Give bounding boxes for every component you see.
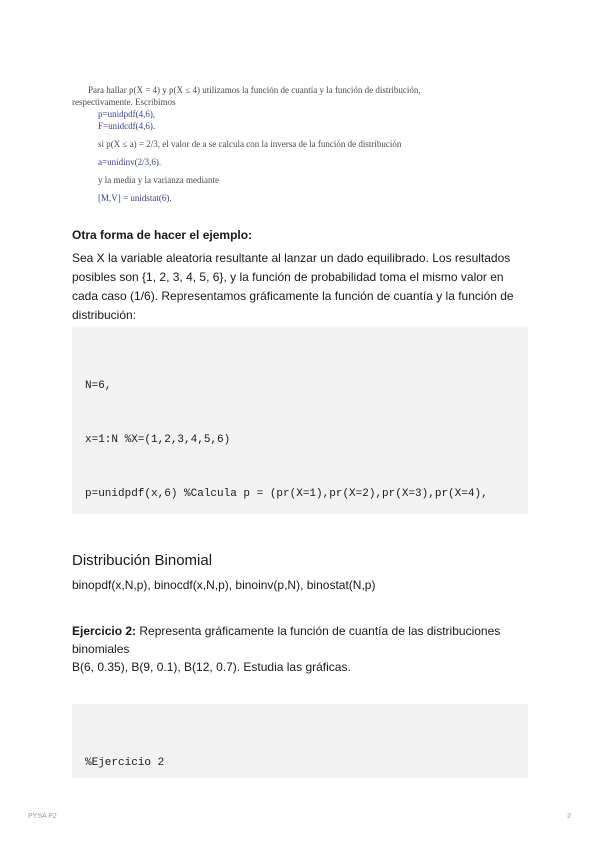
exercise-text: Representa gráficamente la función de cuantía de las distribuciones binomiales	[72, 624, 501, 656]
code-block-2	[72, 704, 528, 778]
binomial-functions: binopdf(x,N,p), binocdf(x,N,p), binoinv(p,N), binostat(N,p)	[72, 578, 376, 592]
exercise-text-line2: B(6, 0.35), B(9, 0.1), B(12, 0.7). Estudia las gráficas.	[72, 660, 351, 674]
scan-line: y la media y la varianza mediante	[98, 175, 219, 185]
scanned-excerpt	[72, 84, 502, 204]
scan-line: respectivamente. Escribimos	[72, 97, 176, 107]
code-line: N=6,	[85, 380, 112, 392]
code-block-1	[72, 327, 528, 514]
footer-label: PYSA P2	[28, 813, 57, 820]
scan-code: F=unidcdf(4,6).	[98, 121, 156, 131]
section-heading-example: Otra forma de hacer el ejemplo:	[72, 228, 253, 242]
scan-code: [M,V] = unidstat(6).	[98, 193, 172, 203]
scan-code: a=unidinv(2/3,6).	[98, 157, 162, 167]
code-line: p=unidpdf(x,6) %Calcula p = (pr(X=1),pr(X=2),pr(X=3),pr(X=4),	[85, 488, 488, 500]
code-line: %Ejercicio 2	[85, 757, 165, 769]
page-number: 2	[567, 813, 571, 820]
example-paragraph: Sea X la variable aleatoria resultante al lanzar un dado equilibrado. Los resultados posibles son {1, 2, 3, 4, 5, 6}, y la función de probabilidad toma el mismo valor en cada caso (1/6). Representamos gráficamente la función de cuantía y la función de distribución:	[72, 251, 514, 322]
scan-line: si p(X ≤ a) = 2/3, el valor de a se calcula con la inversa de la función de distribución	[98, 139, 402, 149]
scan-code: p=unidpdf(4,6),	[98, 109, 156, 119]
scan-line: Para hallar p(X = 4) y p(X ≤ 4) utilizamos la función de cuantía y la función de distribución,	[88, 85, 421, 95]
code-line: x=1:N %X=(1,2,3,4,5,6)	[85, 434, 231, 446]
exercise-label: Ejercicio 2:	[72, 624, 137, 638]
exercise-2	[72, 622, 522, 676]
section-heading-binomial: Distribución Binomial	[72, 552, 213, 569]
